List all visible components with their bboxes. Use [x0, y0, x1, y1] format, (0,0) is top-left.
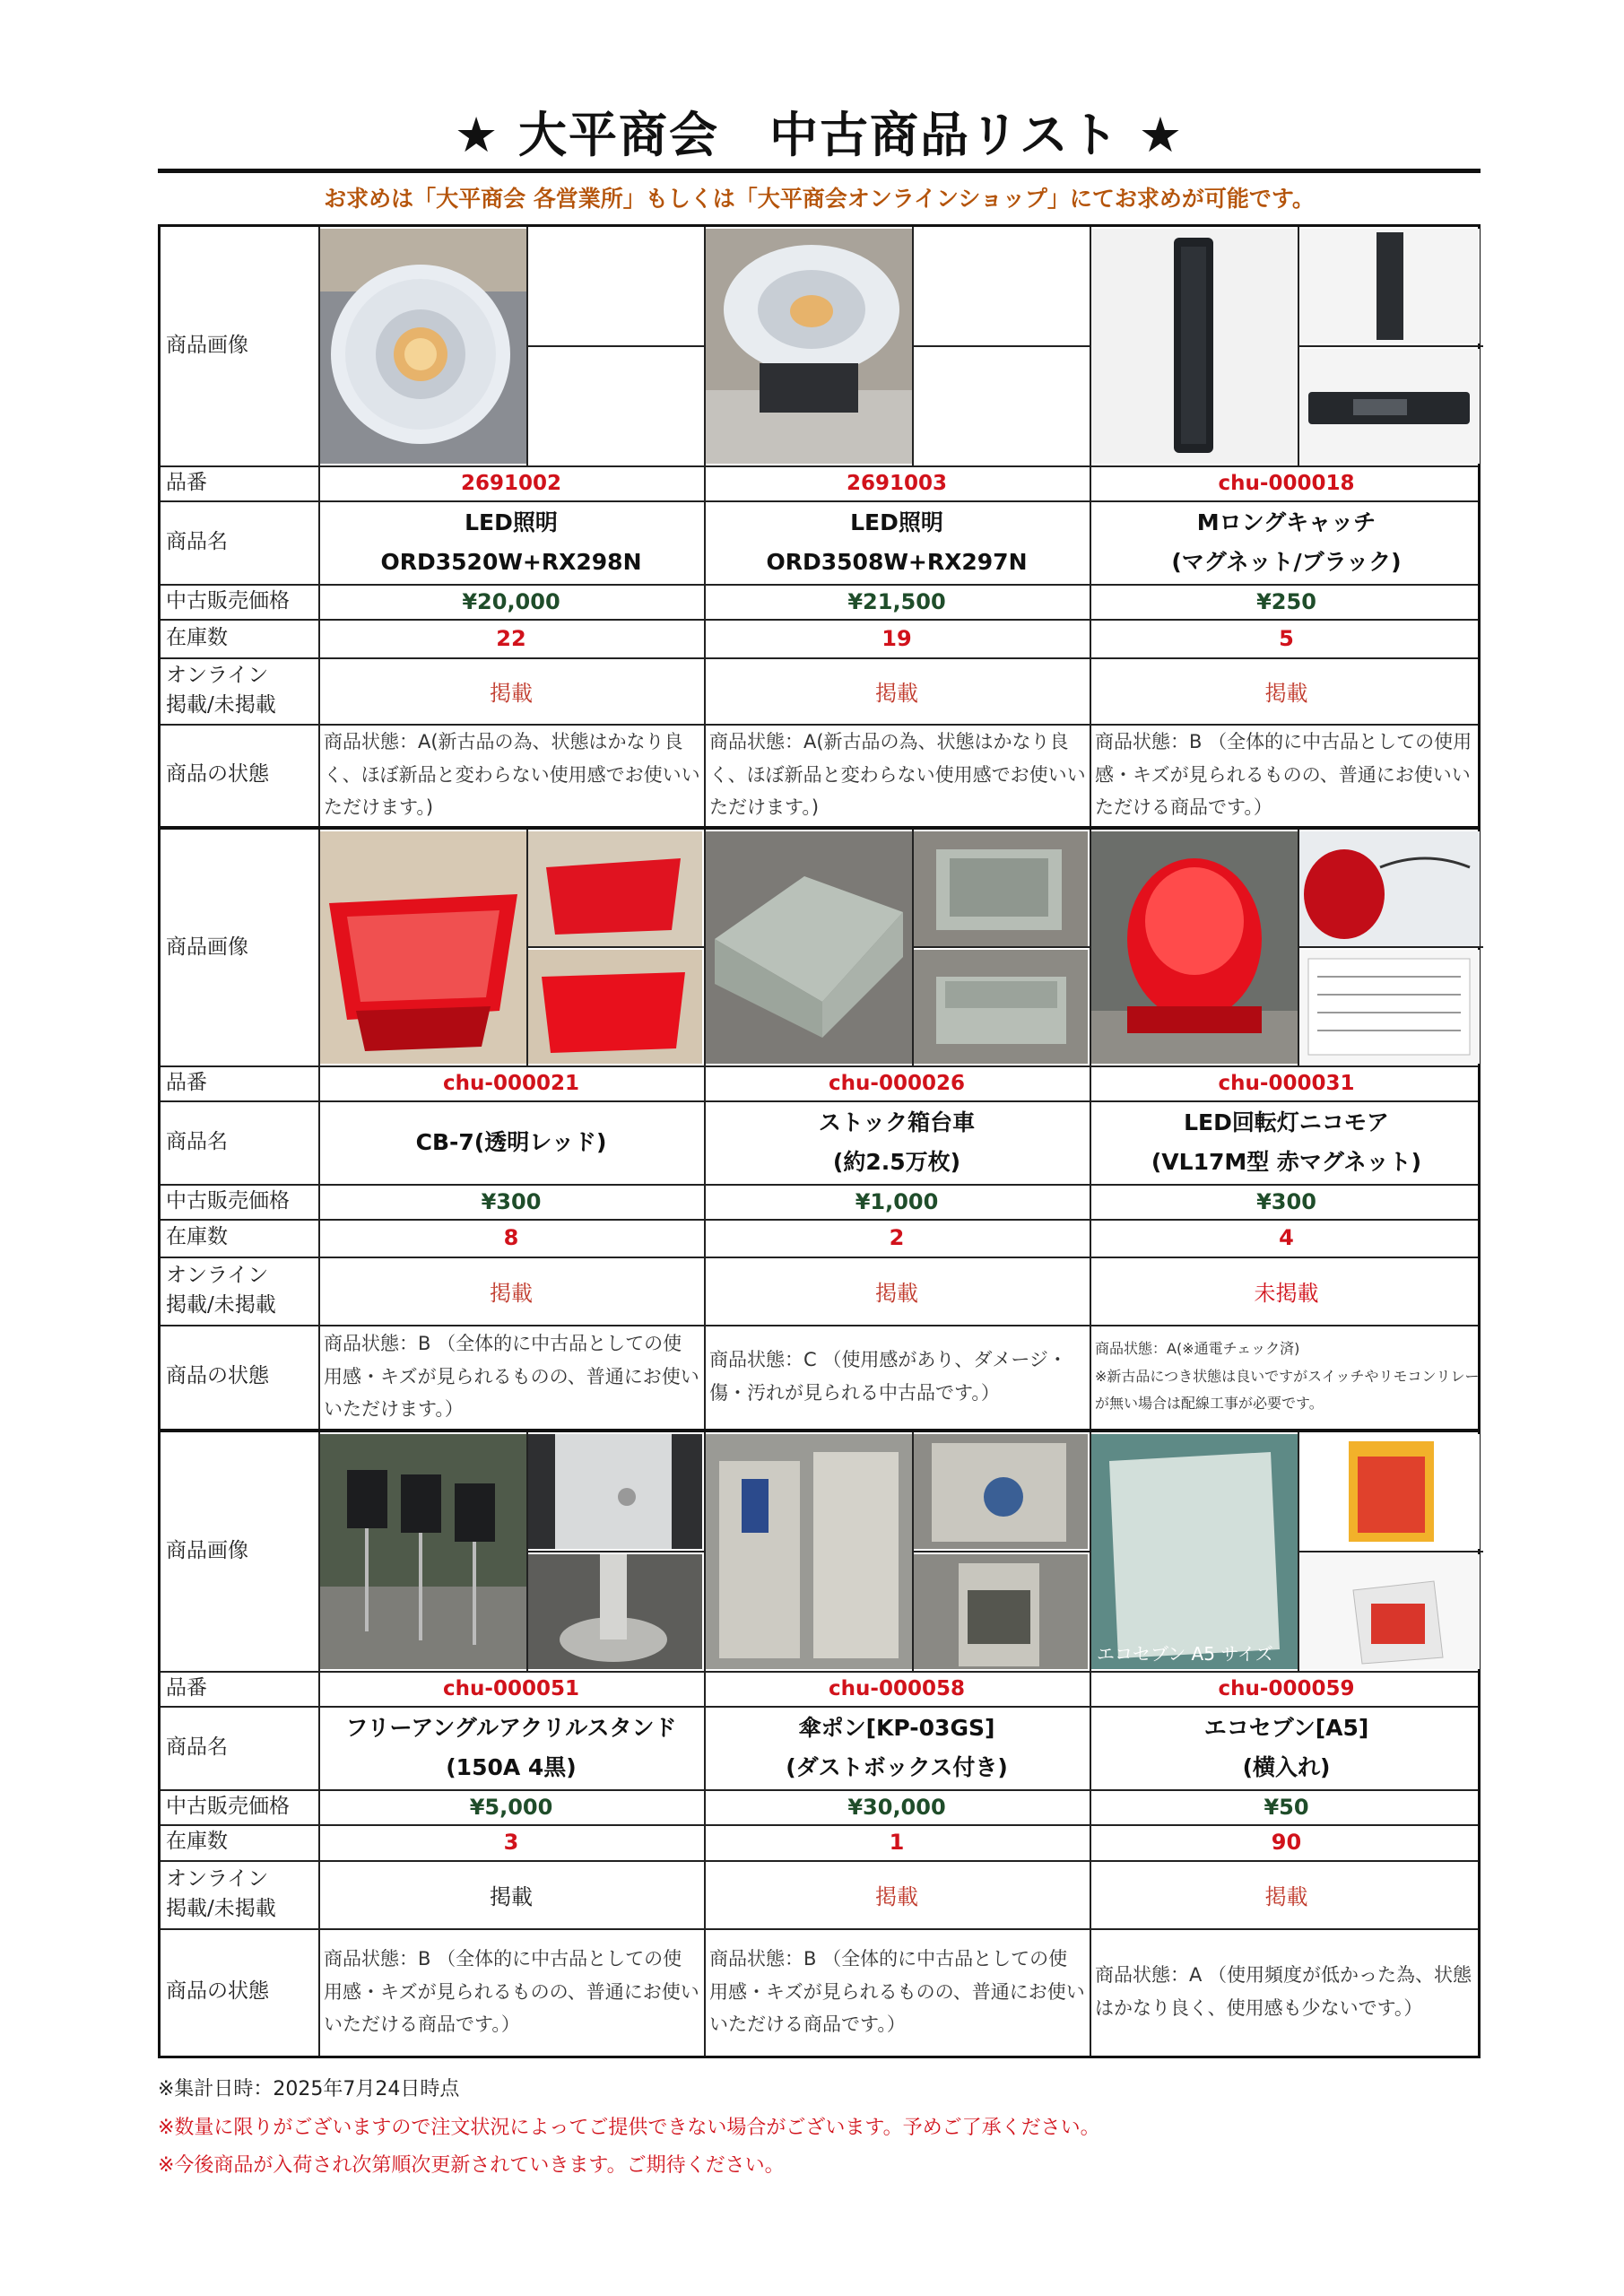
- product-price-9: ¥50: [1264, 1794, 1309, 1820]
- product-condition-4: 商品状態：B （全体的に中古品としての使用感・キズが見られるものの、普通にお使いいただけます。）: [324, 1332, 699, 1421]
- product-image-5: [706, 831, 912, 1064]
- label-online: [161, 657, 318, 724]
- product-image-5c: [914, 950, 1088, 1064]
- footer-note-stock: ※数量に限りがございますので注文状況によってご提供できない場合がございます。予めご了承ください。: [158, 2117, 1100, 2139]
- label-name-2: 商品名: [166, 1129, 228, 1153]
- product-name-8-line1: 傘ポン[KP-03GS]: [798, 1714, 995, 1741]
- product-image-6b: [1299, 831, 1480, 946]
- product-name-8: [704, 1706, 1090, 1789]
- product-image-9: [1091, 1434, 1298, 1669]
- product-image-9b: [1299, 1434, 1480, 1549]
- label-online-3-line1: オンライン: [166, 1866, 269, 1891]
- label-image-2: 商品画像: [166, 935, 248, 959]
- product-stock-1: 22: [496, 625, 526, 651]
- product-condition-1: 商品状態：A(新古品の為、状態はかなり良く、ほぼ新品と変わらない使用感でお使いいただけます。): [324, 730, 700, 819]
- product-image-1: [320, 229, 526, 464]
- product-name-6-line1: LED回転灯ニコモア: [1184, 1109, 1389, 1135]
- product-code-1: 2691002: [460, 471, 562, 495]
- label-online-2: [161, 1257, 318, 1325]
- product-price-7: ¥5,000: [469, 1794, 553, 1820]
- label-code: 品番: [166, 470, 207, 494]
- product-name-5-line2: (約2.5万枚): [832, 1148, 961, 1175]
- product-name-1: [318, 500, 704, 584]
- product-online-5: 掲載: [875, 1280, 918, 1306]
- product-name-6-line2: (VL17M型 赤マグネット): [1151, 1148, 1422, 1175]
- product-code-9: chu-000059: [1218, 1676, 1355, 1700]
- product-image-4c: [528, 950, 702, 1064]
- product-image-8c: [914, 1554, 1088, 1669]
- product-condition-6-line2: ※新古品につき状態は良いですがスイッチやリモコンリレーが無い場合は配線工事が必要です。: [1095, 1367, 1480, 1413]
- product-price-3: ¥250: [1256, 588, 1316, 614]
- label-stock-2: 在庫数: [166, 1225, 228, 1249]
- product-stock-5: 2: [889, 1225, 905, 1250]
- product-name-3-line2: (マグネット/ブラック): [1171, 548, 1402, 575]
- product-code-7: chu-000051: [443, 1676, 579, 1700]
- product-image-7c: [528, 1554, 702, 1669]
- product-code-3: chu-000018: [1218, 471, 1355, 495]
- product-name-7-line1: フリーアングルアクリルスタンド: [345, 1714, 677, 1741]
- product-name-3: [1090, 500, 1483, 584]
- product-price-1: ¥20,000: [462, 588, 560, 614]
- label-condition-3: 商品の状態: [166, 1979, 269, 2004]
- label-online-3: [161, 1860, 318, 1928]
- product-condition-2: 商品状態：A(新古品の為、状態はかなり良く、ほぼ新品と変わらない使用感でお使いいただけます。): [709, 730, 1086, 819]
- product-code-5: chu-000026: [829, 1071, 965, 1095]
- product-grid: [158, 224, 1481, 2058]
- product-name-1-line2: ORD3520W+RX298N: [380, 548, 642, 575]
- product-image-7b: [528, 1434, 702, 1549]
- label-name: 商品名: [166, 529, 228, 553]
- label-code-3: 品番: [166, 1675, 207, 1700]
- label-name-3: 商品名: [166, 1735, 228, 1759]
- label-online-3-line2: 掲載/未掲載: [166, 1897, 276, 1920]
- product-name-2: [704, 500, 1090, 584]
- product-name-1-line1: LED照明: [465, 509, 558, 535]
- footer-note-update: ※今後商品が入荷され次第順次更新されていきます。ご期待ください。: [158, 2154, 785, 2177]
- product-image-4: [320, 831, 526, 1064]
- product-stock-9: 90: [1271, 1830, 1302, 1855]
- label-price: 中古販売価格: [166, 588, 290, 613]
- product-name-7-line2: (150A 4黒): [446, 1753, 577, 1780]
- label-stock-3: 在庫数: [166, 1830, 228, 1854]
- product-image-6c: [1299, 950, 1480, 1064]
- product-image-3: [1091, 229, 1298, 464]
- product-name-8-line2: (ダストボックス付き): [786, 1753, 1008, 1780]
- product-online-7: 掲載: [490, 1883, 533, 1909]
- product-image-7: [320, 1434, 526, 1669]
- product-condition-7: 商品状態：B （全体的に中古品としての使用感・キズが見られるものの、普通にお使いいただける商品です。）: [324, 1947, 699, 2036]
- label-price-3: 中古販売価格: [166, 1794, 290, 1818]
- product-stock-7: 3: [503, 1830, 519, 1855]
- product-image-6: [1091, 831, 1298, 1064]
- product-image-9-caption: エコセブン A5 サイズ: [1097, 1643, 1273, 1665]
- product-stock-3: 5: [1279, 625, 1294, 651]
- product-block-3: [161, 1432, 1478, 2056]
- product-name-2-line2: ORD3508W+RX297N: [766, 548, 1028, 575]
- page-title: ★ 大平商会 中古商品リスト ★: [454, 107, 1185, 163]
- product-name-4-line1: CB-7(透明レッド): [415, 1128, 607, 1155]
- product-image-8: [706, 1434, 912, 1669]
- product-name-7: [318, 1706, 704, 1789]
- product-online-9: 掲載: [1264, 1883, 1308, 1909]
- label-online-2-line1: オンライン: [166, 1263, 269, 1287]
- product-price-2: ¥21,500: [847, 588, 946, 614]
- label-online-2: 掲載/未掲載: [166, 693, 276, 717]
- page-subtitle: お求めは「大平商会 各営業所」もしくは「大平商会オンラインショップ」にてお求めが可能です。: [324, 186, 1315, 212]
- label-image: 商品画像: [166, 334, 248, 358]
- product-code-4: chu-000021: [443, 1071, 579, 1095]
- label-price-2: 中古販売価格: [166, 1188, 290, 1213]
- product-stock-6: 4: [1279, 1225, 1294, 1250]
- product-online-2: 掲載: [875, 680, 918, 706]
- product-code-2: 2691003: [846, 471, 948, 495]
- label-code-2: 品番: [166, 1070, 207, 1094]
- product-image-3b: [1299, 229, 1480, 344]
- product-name-9-line1: エコセブン[A5]: [1203, 1714, 1369, 1741]
- product-image-4b: [528, 831, 702, 946]
- product-code-6: chu-000031: [1218, 1071, 1355, 1095]
- product-online-3: 掲載: [1264, 680, 1308, 706]
- product-online-4: 掲載: [490, 1280, 533, 1306]
- product-name-2-line1: LED照明: [850, 509, 943, 535]
- label-condition-2: 商品の状態: [166, 1364, 269, 1388]
- product-condition-9: 商品状態：A （使用頻度が低かった為、状態はかなり良く、使用感も少ないです。）: [1095, 1964, 1472, 2019]
- label-online-2-line2: 掲載/未掲載: [166, 1293, 276, 1317]
- product-condition-6: [1091, 1325, 1483, 1429]
- label-stock: 在庫数: [166, 625, 228, 649]
- product-condition-8: 商品状態：B （全体的に中古品としての使用感・キズが見られるものの、普通にお使いいただける商品です。）: [709, 1947, 1085, 2036]
- product-image-5b: [914, 831, 1088, 946]
- label-condition: 商品の状態: [166, 762, 269, 787]
- product-name-4: [318, 1100, 704, 1184]
- product-block-2: [161, 830, 1478, 1429]
- product-condition-3: 商品状態：B （全体的に中古品としての使用感・キズが見られるものの、普通にお使いいただける商品です。）: [1095, 730, 1472, 819]
- product-image-2: [706, 229, 912, 464]
- product-name-5: [704, 1100, 1090, 1184]
- product-price-5: ¥1,000: [855, 1188, 939, 1214]
- product-code-8: chu-000058: [829, 1676, 965, 1700]
- product-online-1: 掲載: [490, 680, 533, 706]
- product-condition-6-line1: 商品状態：A(※通電チェック済): [1095, 1340, 1300, 1358]
- footer-note-date: ※集計日時：2025年7月24日時点: [158, 2078, 460, 2100]
- label-online-1: オンライン: [166, 663, 269, 687]
- product-name-6: [1090, 1100, 1483, 1184]
- product-image-3c: [1299, 349, 1480, 464]
- product-image-9c: [1299, 1554, 1480, 1669]
- product-stock-2: 19: [881, 625, 912, 651]
- product-name-5-line1: ストック箱台車: [818, 1109, 976, 1135]
- title-divider: [158, 169, 1481, 173]
- product-image-8b: [914, 1434, 1088, 1549]
- product-price-4: ¥300: [481, 1188, 542, 1214]
- product-name-3-line1: Mロングキャッチ: [1196, 509, 1376, 535]
- product-name-9-line2: (横入れ): [1242, 1753, 1331, 1780]
- product-price-8: ¥30,000: [847, 1794, 946, 1820]
- product-price-6: ¥300: [1256, 1188, 1316, 1214]
- product-online-6: 未掲載: [1254, 1280, 1319, 1306]
- product-stock-4: 8: [503, 1225, 519, 1250]
- product-stock-8: 1: [889, 1830, 905, 1855]
- product-block-1: [161, 227, 1478, 826]
- product-name-9: [1090, 1706, 1483, 1789]
- product-online-8: 掲載: [875, 1883, 918, 1909]
- product-condition-5: 商品状態：C （使用感があり、ダメージ・傷・汚れが見られる中古品です。）: [709, 1349, 1067, 1404]
- label-image-3: 商品画像: [166, 1539, 248, 1563]
